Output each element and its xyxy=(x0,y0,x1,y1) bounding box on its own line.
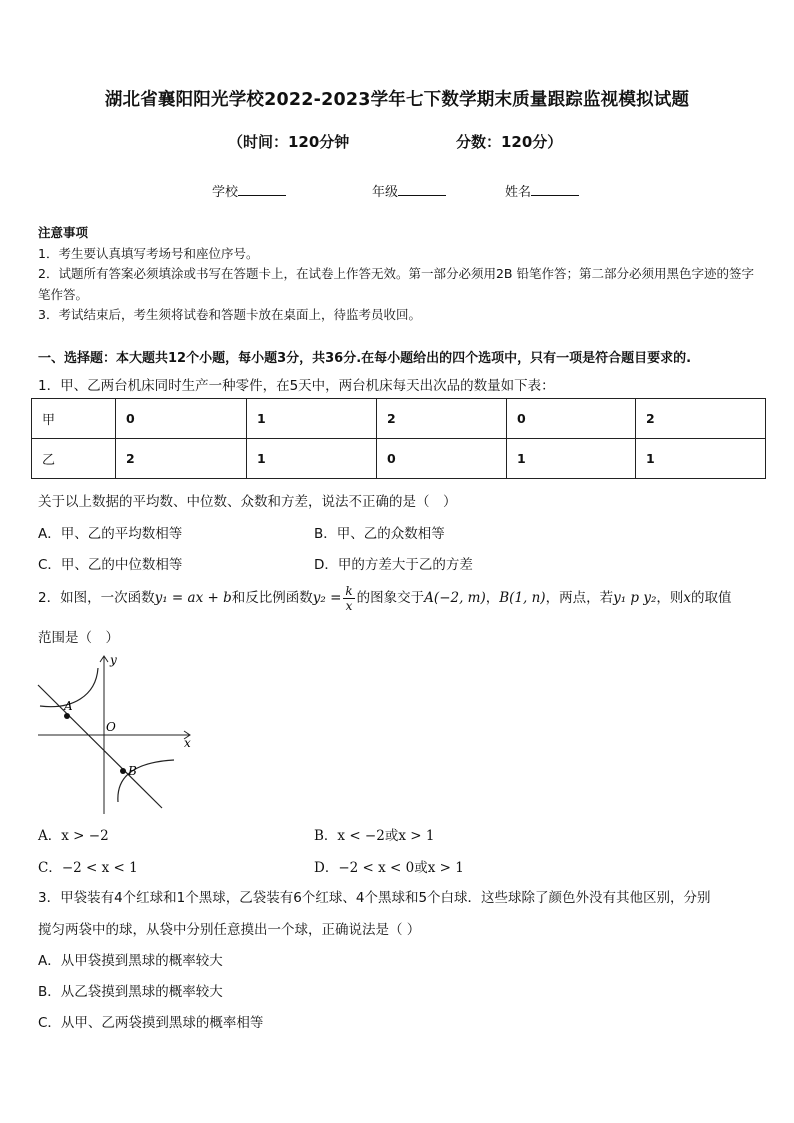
grade-field[interactable] xyxy=(372,181,446,200)
q1-stem: 1．甲、乙两台机床同时生产一种零件，在5天中，两台机床每天出次品的数量如下表： xyxy=(38,378,555,394)
q2-fraction xyxy=(343,584,354,613)
table-cell: 乙 xyxy=(32,439,116,479)
name-field[interactable] xyxy=(505,181,579,200)
q3-line1: 3．甲袋装有4个红球和1个黑球，乙袋装有6个红球、4个黑球和5个白球．这些球除了颜色外没有其他区别，分别 xyxy=(38,890,711,906)
school-blank[interactable] xyxy=(238,183,286,196)
table-cell: 2 xyxy=(377,399,507,439)
x-axis-label: x xyxy=(184,736,191,750)
note-item-3: 3．考试结束后，考生须将试卷和答题卡放在桌面上，待监考员收回。 xyxy=(38,307,421,322)
q2-fraction-den: x xyxy=(345,598,353,613)
table-row xyxy=(32,399,766,439)
table-cell: 1 xyxy=(507,439,636,479)
q2-var-x: x xyxy=(683,590,692,606)
name-label: 姓名 xyxy=(505,185,532,200)
point-a-dot xyxy=(64,713,70,719)
hyperbola-branch-lower xyxy=(118,760,174,802)
q2-line2: 范围是（ ） xyxy=(38,630,119,646)
q2-text: 和反比例函数 xyxy=(231,590,313,606)
table-cell: 2 xyxy=(636,399,766,439)
q2-linear-function: y₁ = ax + b xyxy=(154,590,232,606)
q2-stem xyxy=(38,582,732,614)
school-field[interactable] xyxy=(212,181,286,200)
q1-option-c[interactable]: C．甲、乙的中位数相等 xyxy=(38,557,183,573)
section-heading: 一、选择题：本大题共12个小题，每小题3分，共36分.在每小题给出的四个选项中，只有一项是符合题目要求的. xyxy=(38,351,692,366)
point-a-label: A xyxy=(64,699,73,713)
note-item-2: 2．试题所有答案必须填涂或书写在答题卡上，在试卷上作答无效。第一部分必须用2B 铅笔作答；第二部分必须用黑色字迹的签字笔作答。 xyxy=(38,266,754,302)
note-item-1: 1．考生要认真填写考场号和座位序号。 xyxy=(38,246,259,261)
q2-option-d[interactable]: D．−2 < x < 0或x > 1 xyxy=(314,860,464,876)
origin-label: O xyxy=(106,720,116,734)
school-label: 学校 xyxy=(212,185,239,200)
q2-text: ，两点，若 xyxy=(545,590,614,606)
time-label: （时间：120分钟 xyxy=(228,133,350,151)
q3-line2: 搅匀两袋中的球，从袋中分别任意摸出一个球，正确说法是（ ） xyxy=(38,922,421,938)
table-cell: 1 xyxy=(636,439,766,479)
table-cell: 1 xyxy=(247,439,377,479)
q2-text: ，则 xyxy=(656,590,684,606)
q2-text: ， xyxy=(485,590,500,606)
q2-inverse-function: y₂ = xyxy=(312,590,342,606)
table-cell: 0 xyxy=(377,439,507,479)
q3-option-a[interactable]: A．从甲袋摸到黑球的概率较大 xyxy=(38,953,223,969)
defect-table xyxy=(31,398,766,479)
q1-option-a[interactable]: A．甲、乙的平均数相等 xyxy=(38,526,183,542)
q2-text: 的取值 xyxy=(691,590,732,606)
grade-blank[interactable] xyxy=(398,183,446,196)
q2-fraction-num: k xyxy=(345,583,353,598)
table-cell: 0 xyxy=(116,399,247,439)
exam-title: 湖北省襄阳阳光学校2022-2023学年七下数学期末质量跟踪监视模拟试题 xyxy=(104,90,690,110)
q3-option-c[interactable]: C．从甲、乙两袋摸到黑球的概率相等 xyxy=(38,1015,264,1031)
q2-condition: y₁ p y₂ xyxy=(613,590,657,606)
notes-heading: 注意事项 xyxy=(38,225,89,240)
q2-point-a: A(−2, m) xyxy=(424,590,486,606)
q2-option-c[interactable]: C．−2 < x < 1 xyxy=(38,860,138,876)
table-cell: 1 xyxy=(247,399,377,439)
q2-function-graph xyxy=(32,650,202,820)
q2-text: 的图象交于 xyxy=(356,590,425,606)
table-cell: 2 xyxy=(116,439,247,479)
linear-function-line xyxy=(38,685,162,808)
table-cell: 甲 xyxy=(32,399,116,439)
q1-question: 关于以上数据的平均数、中位数、众数和方差，说法不正确的是（ ） xyxy=(38,494,457,510)
point-b-dot xyxy=(120,768,126,774)
q1-option-b[interactable]: B．甲、乙的众数相等 xyxy=(314,526,445,542)
name-blank[interactable] xyxy=(531,183,579,196)
q2-point-b: B(1, n) xyxy=(499,590,546,606)
q2-option-a[interactable]: A．x > −2 xyxy=(38,828,109,844)
q2-option-b[interactable]: B．x < −2或x > 1 xyxy=(314,828,435,844)
q2-text: 2．如图，一次函数 xyxy=(38,590,155,606)
score-label: 分数：120分） xyxy=(456,133,563,151)
grade-label: 年级 xyxy=(372,185,399,200)
table-cell: 0 xyxy=(507,399,636,439)
point-b-label: B xyxy=(128,764,137,778)
q1-option-d[interactable]: D．甲的方差大于乙的方差 xyxy=(314,557,473,573)
q3-option-b[interactable]: B．从乙袋摸到黑球的概率较大 xyxy=(38,984,223,1000)
y-axis-label: y xyxy=(110,653,117,667)
table-row xyxy=(32,439,766,479)
